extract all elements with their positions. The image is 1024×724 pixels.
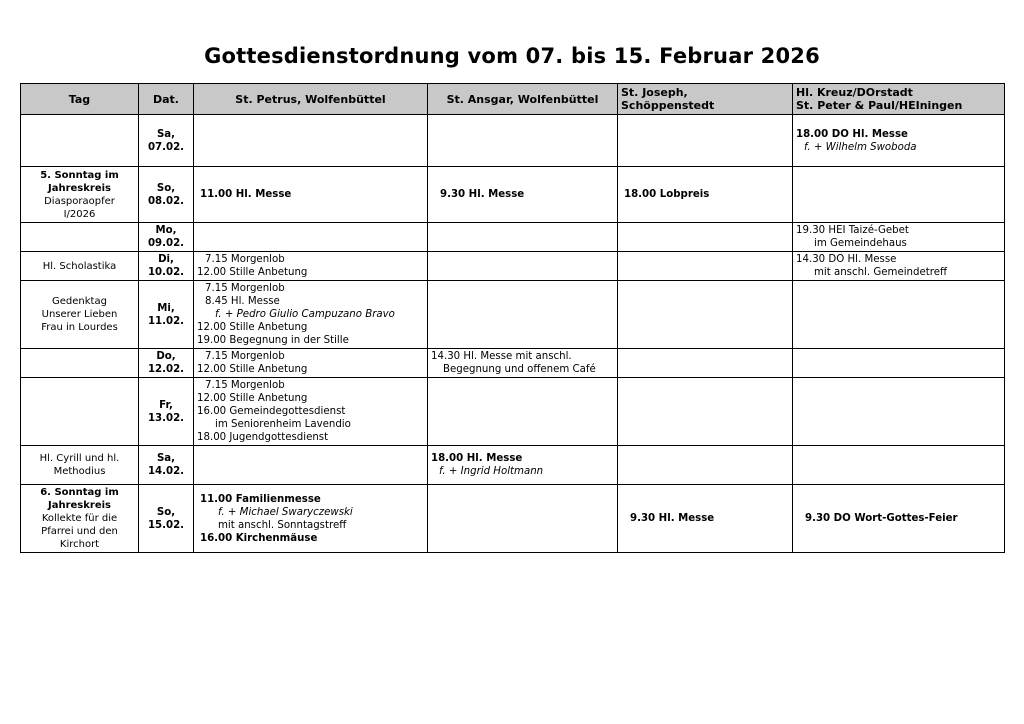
date-cell — [139, 485, 194, 553]
tag-cell — [21, 115, 139, 167]
header-row — [21, 84, 1005, 115]
kreuz-cell — [793, 446, 1005, 485]
date-cell — [139, 349, 194, 378]
petrus-cell — [194, 281, 428, 349]
kreuz-cell — [793, 378, 1005, 446]
intention: f. + Pedro Giulio Campuzano Bravo — [215, 309, 395, 320]
header-st-petrus: St. Petrus, Wolfenbüttel — [194, 84, 428, 115]
service-entry: 7.15 Morgenlob — [205, 380, 285, 391]
service-entry: 7.15 Morgenlob — [205, 254, 285, 265]
service-detail: im Gemeindehaus — [814, 238, 907, 249]
service-entry: 19.00 Begegnung in der Stille — [197, 335, 349, 346]
tag-cell — [21, 223, 139, 252]
intention: f. + Ingrid Holtmann — [439, 466, 544, 477]
service-entry: 19.30 HEI Taizé-Gebet — [796, 225, 909, 236]
service-entry: 7.15 Morgenlob — [205, 351, 285, 362]
header-st-joseph-line2: Schöppenstedt — [621, 99, 715, 112]
date: 08.02. — [147, 195, 185, 207]
kreuz-cell — [793, 252, 1005, 281]
petrus-cell — [194, 446, 428, 485]
service-entry: 12.00 Stille Anbetung — [197, 364, 308, 375]
service-entry: 12.00 Stille Anbetung — [197, 267, 308, 278]
service-entry: 12.00 Stille Anbetung — [197, 393, 308, 404]
feast-name: 5. Sonntag im — [40, 169, 119, 181]
feast-name: Jahreskreis — [48, 500, 111, 511]
date-cell — [139, 115, 194, 167]
service-entry: 12.00 Stille Anbetung — [197, 322, 308, 333]
joseph-cell — [618, 281, 793, 349]
date-cell — [139, 223, 194, 252]
table-row — [21, 378, 1005, 446]
petrus-cell — [194, 252, 428, 281]
service-entry: 14.30 DO Hl. Messe — [796, 254, 897, 265]
page-title: Gottesdienstordnung vom 07. bis 15. Februar 2026 — [204, 44, 820, 68]
joseph-cell — [618, 378, 793, 446]
service-entry: 11.00 Hl. Messe — [200, 189, 292, 200]
feast-name: Hl. Cyrill und hl. — [39, 453, 120, 464]
feast-name: 6. Sonntag im — [40, 487, 119, 498]
weekday: Do, — [156, 351, 176, 362]
service-entry: 14.30 Hl. Messe mit anschl. — [431, 351, 572, 362]
service-entry: 18.00 Jugendgottesdienst — [197, 432, 329, 443]
petrus-cell — [194, 115, 428, 167]
intention: f. + Michael Swaryczewski — [218, 506, 353, 518]
kreuz-cell — [793, 281, 1005, 349]
kreuz-cell — [793, 485, 1005, 553]
weekday: Mi, — [157, 302, 175, 314]
date: 11.02. — [147, 315, 185, 327]
table-row — [21, 485, 1005, 553]
table-row — [21, 281, 1005, 349]
tag-cell — [21, 446, 139, 485]
ansgar-cell — [428, 115, 618, 167]
joseph-cell — [618, 115, 793, 167]
collection-note: Diasporaopfer — [44, 195, 115, 207]
feast-name: Gedenktag — [52, 296, 107, 307]
date: 15.02. — [147, 519, 185, 531]
date: 13.02. — [147, 412, 185, 424]
ansgar-cell — [428, 378, 618, 446]
joseph-cell — [618, 485, 793, 553]
weekday: So, — [156, 182, 176, 194]
ansgar-cell — [428, 252, 618, 281]
table-row — [21, 446, 1005, 485]
table-row — [21, 349, 1005, 378]
ansgar-cell — [428, 485, 618, 553]
ansgar-cell — [428, 167, 618, 223]
service-entry: 7.15 Morgenlob — [205, 283, 285, 294]
date-cell — [139, 167, 194, 223]
service-entry: 16.00 Kirchenmäuse — [200, 532, 318, 544]
joseph-cell — [618, 349, 793, 378]
feast-name: Methodius — [53, 466, 106, 477]
service-entry: 9.30 Hl. Messe — [440, 189, 525, 200]
tag-cell — [21, 378, 139, 446]
kreuz-cell — [793, 115, 1005, 167]
petrus-cell — [194, 378, 428, 446]
joseph-cell — [618, 223, 793, 252]
date: 14.02. — [147, 466, 185, 477]
service-entry: 18.00 Hl. Messe — [431, 453, 523, 464]
date: 09.02. — [147, 238, 185, 249]
date-cell — [139, 378, 194, 446]
kreuz-cell — [793, 223, 1005, 252]
date-cell — [139, 446, 194, 485]
ansgar-cell — [428, 349, 618, 378]
table-row — [21, 167, 1005, 223]
ansgar-cell — [428, 446, 618, 485]
header-hl-kreuz-line1: Hl. Kreuz/DOrstadt — [796, 86, 913, 99]
date: 07.02. — [147, 141, 185, 153]
kreuz-cell — [793, 349, 1005, 378]
weekday: So, — [156, 506, 176, 518]
service-entry: 9.30 Hl. Messe — [630, 513, 715, 524]
service-detail: im Seniorenheim Lavendio — [215, 419, 351, 430]
header-st-joseph-line1: St. Joseph, — [621, 86, 688, 99]
feast-name: Hl. Scholastika — [42, 260, 117, 272]
joseph-cell — [618, 252, 793, 281]
weekday: Sa, — [156, 453, 176, 464]
feast-name: Frau in Lourdes — [41, 322, 118, 333]
date: 12.02. — [147, 364, 185, 375]
service-detail: mit anschl. Gemeindetreff — [814, 267, 947, 278]
weekday: Di, — [158, 254, 174, 265]
intention: f. + Wilhelm Swoboda — [804, 141, 917, 153]
petrus-cell — [194, 223, 428, 252]
petrus-cell — [194, 485, 428, 553]
kreuz-cell — [793, 167, 1005, 223]
service-detail: mit anschl. Sonntagstreff — [218, 519, 347, 531]
table-row — [21, 252, 1005, 281]
collection-note: Kollekte für die — [41, 513, 118, 524]
tag-cell — [21, 485, 139, 553]
weekday: Sa, — [156, 128, 176, 140]
service-detail: Begegnung und offenem Café — [443, 364, 596, 375]
table-row — [21, 223, 1005, 252]
collection-note: Kirchort — [59, 539, 100, 550]
header-dat: Dat. — [139, 84, 194, 115]
date-cell — [139, 252, 194, 281]
schedule-table — [20, 83, 1005, 553]
service-entry: 8.45 Hl. Messe — [205, 296, 280, 307]
feast-name: Jahreskreis — [48, 182, 111, 194]
service-entry: 18.00 DO Hl. Messe — [796, 128, 908, 140]
tag-cell — [21, 167, 139, 223]
service-entry: 11.00 Familienmesse — [200, 493, 321, 505]
service-entry: 18.00 Lobpreis — [624, 189, 710, 200]
header-tag: Tag — [21, 84, 139, 115]
petrus-cell — [194, 167, 428, 223]
service-entry: 9.30 DO Wort-Gottes-Feier — [805, 513, 958, 524]
tag-cell — [21, 281, 139, 349]
feast-name: Unserer Lieben — [41, 309, 118, 320]
joseph-cell — [618, 446, 793, 485]
date-cell — [139, 281, 194, 349]
date: 10.02. — [147, 267, 185, 278]
ansgar-cell — [428, 281, 618, 349]
header-hl-kreuz-line2: St. Peter & Paul/HEIningen — [796, 99, 963, 112]
petrus-cell — [194, 349, 428, 378]
table-row — [21, 115, 1005, 167]
service-entry: 16.00 Gemeindegottesdienst — [197, 406, 346, 417]
collection-note: Pfarrei und den — [41, 526, 118, 537]
header-st-joseph — [618, 84, 793, 115]
ansgar-cell — [428, 223, 618, 252]
header-st-ansgar: St. Ansgar, Wolfenbüttel — [428, 84, 618, 115]
header-hl-kreuz — [793, 84, 1005, 115]
joseph-cell — [618, 167, 793, 223]
weekday: Mo, — [155, 225, 177, 236]
weekday: Fr, — [159, 399, 173, 411]
tag-cell — [21, 349, 139, 378]
tag-cell — [21, 252, 139, 281]
collection-note: I/2026 — [63, 208, 96, 220]
